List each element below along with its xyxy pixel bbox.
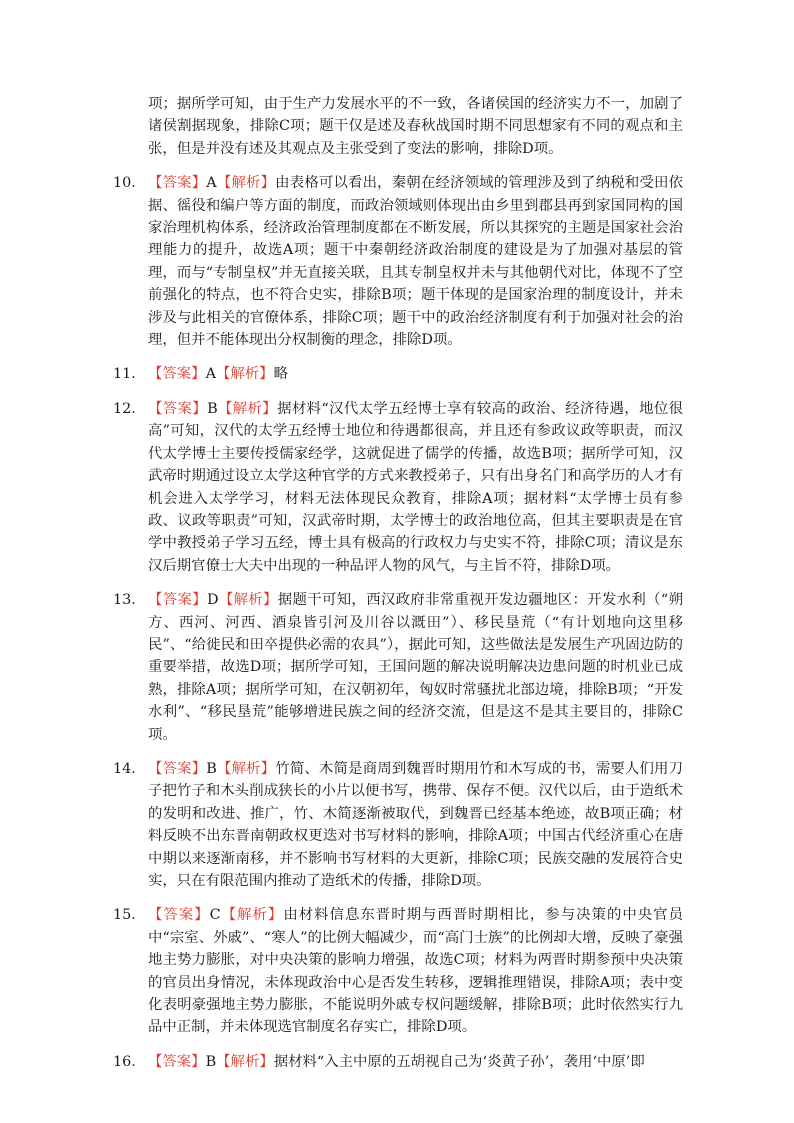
analysis-tag: 【解析】 — [216, 760, 276, 777]
answer-body — [148, 904, 683, 1038]
answer-item — [113, 172, 683, 351]
analysis-tag: 【解析】 — [217, 400, 278, 417]
question-number: 10． — [113, 175, 146, 192]
answer-letter: D — [206, 592, 219, 609]
answer-tag: 【答案】 — [148, 760, 207, 777]
analysis-text: 由材料信息东晋时期与西晋时期相比，参与决策的中央官员中“宗室、外戚”、“寒人”的比例大幅减少，而“高门士族”的比例却大增，反映了豪强地主势力膨胀，对中央决策的影响力增强，故选C项；材料为两晋时期参预中央决策的官员出身情况，未体现政治中心是否发生转移，逻辑推理错误，排除A项；表中变化表明豪强地主势力膨胀，不能说明外戚专权问题缓解，排除B项；此时依然实行九品中正制，并未体现选官制度名存实亡，排除D项。 — [148, 907, 683, 1036]
answer-letter: A — [205, 366, 216, 383]
continuation-paragraph: 项；据所学可知，由于生产力发展水平的不一致，各诸侯国的经济实力不一，加剧了诸侯割据现象，排除C项；题干仅是述及春秋战国时期不同思想家有不同的观点和主张，但是并没有述及其观点及主张受到了变法的影响，排除D项。 — [148, 96, 683, 157]
answer-item — [113, 904, 683, 1038]
answer-body — [148, 758, 683, 892]
analysis-tag: 【解析】 — [216, 1053, 274, 1070]
answer-tag: 【答案】 — [148, 366, 206, 383]
answer-tag: 【答案】 — [148, 592, 207, 609]
analysis-text: 据题干可知，西汉政府非常重视开发边疆地区：开发水利（“朔方、西河、河西、酒泉皆引河及川谷以溉田”）、移民垦荒（“有计划地向这里移民”、“给徙民和田卒提供必需的农具”），据此可知，这些做法是发展生产巩固边防的重要举措，故选D项；据所学可知，王国问题的解决说明解决边患问题的时机业已成熟，排除A项；据所学可知，在汉朝初年，匈奴时常骚扰北部边境，排除B项；“开发水利”、“移民垦荒”能够增进民族之间的经济交流，但是这不是其主要目的，排除C项。 — [148, 592, 683, 743]
answer-tag: 【答案】 — [148, 400, 208, 417]
question-number: 13． — [113, 592, 146, 609]
question-number: 14． — [113, 760, 146, 777]
answer-body — [148, 1051, 683, 1073]
answer-item — [113, 589, 683, 746]
answer-letter: C — [209, 907, 221, 924]
analysis-text: 略 — [273, 366, 288, 383]
analysis-tag: 【解析】 — [215, 366, 274, 383]
answer-item — [113, 758, 683, 892]
answer-body — [148, 398, 683, 577]
answer-tag: 【答案】 — [148, 1053, 206, 1070]
analysis-tag: 【解析】 — [216, 175, 276, 192]
analysis-text: 据材料“入主中原的五胡视自己为‘炎黄子孙’，袭用‘中原’即 — [273, 1053, 645, 1070]
analysis-text: 据材料“汉代太学五经博士享有较高的政治、经济待遇，地位很高”可知，汉代的太学五经博士地位和待遇都很高，并且还有参政议政等职责，而汉代太学博士主要传授儒家经学，这就促进了儒学的传播，故选B项；据所学可知，汉武帝时期通过设立太学这种官学的方式来教授弟子，只有出身名门和高学历的人才有机会进入太学学习，材料无法体现民众教育，排除A项；据材料“太学博士员有参政、议政等职责”可知，汉武帝时期，太学博士的政治地位高，但其主要职责是在官学中教授弟子学习五经，博士具有极高的行政权力与史实不符，排除C项；清议是东汉后期官僚士大夫中出现的一种品评人物的风气，与主旨不符，排除D项。 — [148, 400, 683, 574]
answer-body — [148, 363, 683, 385]
answer-tag: 【答案】 — [148, 907, 210, 924]
answer-letter: B — [206, 760, 217, 777]
answer-item — [113, 1051, 683, 1073]
analysis-tag: 【解析】 — [218, 592, 278, 609]
answer-item-list — [113, 172, 683, 1073]
answer-body — [148, 589, 683, 746]
question-number: 16． — [113, 1053, 146, 1070]
answer-letter: A — [206, 175, 217, 192]
answer-tag: 【答案】 — [148, 175, 207, 192]
question-number: 15． — [113, 907, 146, 924]
analysis-tag: 【解析】 — [220, 907, 284, 924]
analysis-text: 由表格可以看出，秦朝在经济领域的管理涉及到了纳税和受田依据、徭役和编户等方面的制度，而政治领域则体现出由乡里到郡县再到家国同构的国家治理机构体系，经济政治管理制度都在不断发展，所以其探究的主题是国家社会治理能力的提升，故选A项；题干中秦朝经济政治制度的建设是为了加强对基层的管理，而与“专制皇权”并无直接关联，且其专制皇权并未与其他朝代对比，体现不了空前强化的特点，也不符合史实，排除B项；题干体现的是国家治理的制度设计，并未涉及与此相关的官僚体系，排除C项；题干中的政治经济制度有利于加强对社会的治理，但并不能体现出分权制衡的理念，排除D项。 — [148, 175, 683, 349]
answer-body — [148, 172, 683, 351]
answer-item — [113, 363, 683, 385]
answer-explanations — [113, 93, 683, 1085]
question-number: 11． — [113, 366, 146, 383]
answer-letter: B — [205, 1053, 217, 1070]
answer-item — [113, 398, 683, 577]
question-number: 12． — [113, 400, 146, 417]
answer-letter: B — [207, 400, 218, 417]
analysis-text: 竹简、木简是商周到魏晋时期用竹和木写成的书，需要人们用刀子把竹子和木头削成狭长的小片以便书写，携带、保存不便。汉代以后，由于造纸术的发明和改进、推广，竹、木简逐渐被取代，到魏晋已经基本绝迹，故B项正确；材料反映不出东晋南朝政权更迭对书写材料的影响，排除A项；中国古代经济重心在唐中期以来逐渐南移，并不影响书写材料的大更新，排除C项；民族交融的发展符合史实，只在有限范围内推动了造纸术的传播，排除D项。 — [148, 760, 683, 889]
